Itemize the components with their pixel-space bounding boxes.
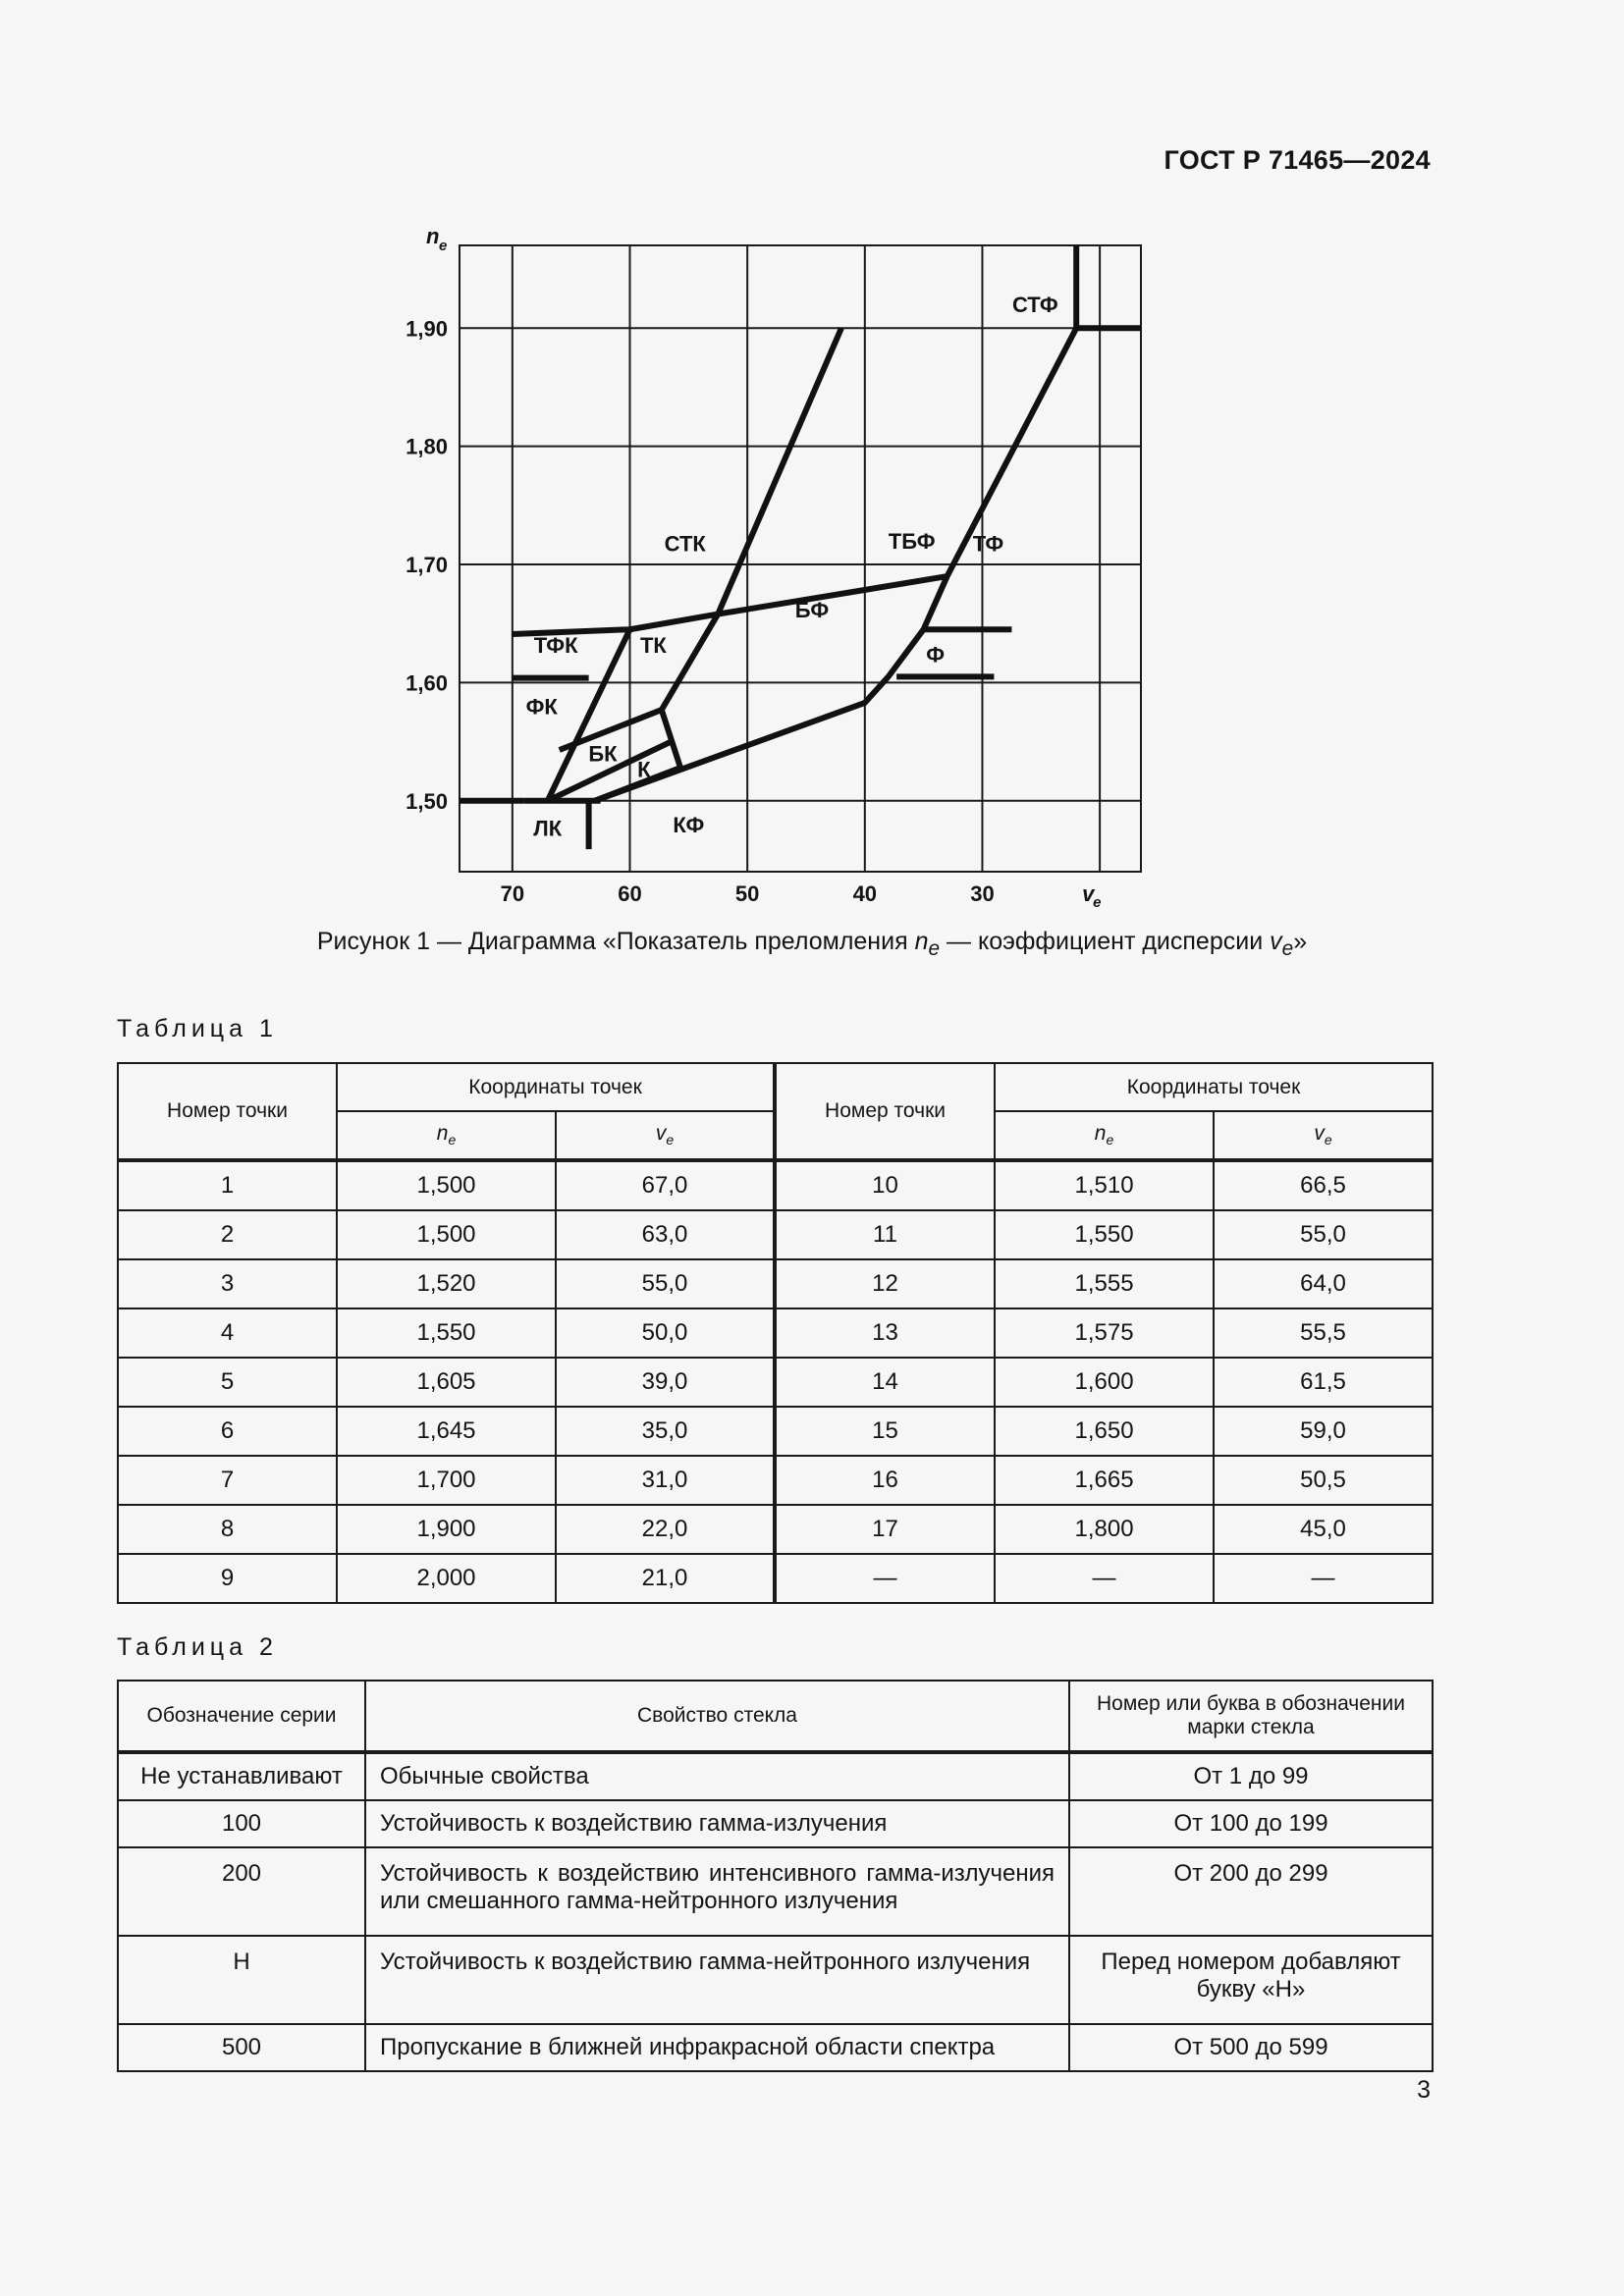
x-axis-label: v	[1082, 881, 1095, 906]
table-cell: 14	[775, 1358, 995, 1407]
table-row	[118, 1358, 1433, 1407]
table-cell: 17	[775, 1505, 995, 1554]
region-boundary	[1076, 245, 1141, 328]
table-cell: 1,645	[337, 1407, 556, 1456]
figure-caption: Рисунок 1 — Диаграмма «Показатель преломления $n_e$ — коэффициент дисперсии $v_e$»	[316, 928, 1308, 960]
table-cell: 16	[775, 1456, 995, 1505]
y-axis-label: n	[426, 224, 440, 248]
y-tick-label: 1,90	[406, 316, 448, 342]
points-table	[117, 1062, 1434, 1604]
y-tick-label: 1,70	[406, 553, 448, 578]
table-cell: Пропускание в ближней инфракрасной области спектра	[365, 2024, 1069, 2071]
col-series-header: Обозначение серии	[118, 1681, 365, 1752]
region-label: БК	[588, 741, 618, 767]
col-mark-header: Номер или буква в обозначении марки стекла	[1069, 1681, 1433, 1752]
table-cell: 55,0	[1214, 1210, 1433, 1259]
region-label: БФ	[794, 597, 830, 622]
table-cell: 59,0	[1214, 1407, 1433, 1456]
table-cell: 100	[118, 1800, 365, 1847]
sub-n-header: $n_e$	[337, 1111, 556, 1160]
x-tick-label: 60	[618, 881, 642, 906]
x-tick-label: 30	[970, 881, 995, 906]
table-cell: 61,5	[1214, 1358, 1433, 1407]
table-cell: 1	[118, 1160, 337, 1210]
table-cell: 1,800	[995, 1505, 1214, 1554]
table-cell: 500	[118, 2024, 365, 2071]
x-tick-label: 50	[734, 881, 760, 906]
table-cell: 1,510	[995, 1160, 1214, 1210]
table-cell: 1,650	[995, 1407, 1214, 1456]
table-cell: 66,5	[1214, 1160, 1433, 1210]
y-tick-label: 1,50	[406, 788, 448, 814]
table-cell: Устойчивость к воздействию интенсивного гамма-излучения или смешанного гамма-нейтронного излучения	[365, 1847, 1069, 1936]
table-cell: 1,900	[337, 1505, 556, 1554]
refraction-dispersion-diagram	[393, 216, 1178, 923]
table-cell: Не устанавливают	[118, 1752, 365, 1800]
table-cell: 1,555	[995, 1259, 1214, 1308]
region-label: ЛК	[533, 816, 563, 841]
col-property-header: Свойство стекла	[365, 1681, 1069, 1752]
table-row	[118, 1936, 1433, 2024]
x-axis-sub: e	[1093, 894, 1102, 911]
table-cell: —	[775, 1554, 995, 1603]
document-header: ГОСТ Р 71465—2024	[1164, 145, 1431, 175]
table-cell: —	[1214, 1554, 1433, 1603]
table-cell: От 200 до 299	[1069, 1847, 1433, 1936]
table-row	[118, 1407, 1433, 1456]
table-cell: Устойчивость к воздействию гамма-излучения	[365, 1800, 1069, 1847]
table-cell: 64,0	[1214, 1259, 1433, 1308]
table-row	[118, 1456, 1433, 1505]
table-cell: 50,5	[1214, 1456, 1433, 1505]
table-cell: 2	[118, 1210, 337, 1259]
y-axis-sub: e	[439, 238, 448, 254]
region-label: КФ	[673, 812, 705, 837]
table-cell: 50,0	[556, 1308, 775, 1358]
col-coords-header-2: Координаты точек	[995, 1063, 1433, 1111]
table-cell: Н	[118, 1936, 365, 2024]
table-cell: 10	[775, 1160, 995, 1210]
region-label: ТФ	[972, 531, 1004, 557]
table-cell: 7	[118, 1456, 337, 1505]
table-cell: От 1 до 99	[1069, 1752, 1433, 1800]
sub-v-header: $v_e$	[556, 1111, 775, 1160]
table-row	[118, 2024, 1433, 2071]
table-row	[118, 1308, 1433, 1358]
table-cell: 35,0	[556, 1407, 775, 1456]
table-row	[118, 1847, 1433, 1936]
table-row	[118, 1554, 1433, 1603]
table-row	[118, 1752, 1433, 1800]
table-row	[118, 1505, 1433, 1554]
table-cell: 1,550	[995, 1210, 1214, 1259]
table-cell: 31,0	[556, 1456, 775, 1505]
region-label: СТФ	[1011, 293, 1058, 318]
sub-v-header-2: $v_e$	[1214, 1111, 1433, 1160]
table-cell: 12	[775, 1259, 995, 1308]
region-label: ТБФ	[888, 528, 936, 554]
region-label: ТФК	[533, 632, 578, 658]
table-row	[118, 1800, 1433, 1847]
table-cell: 8	[118, 1505, 337, 1554]
page-number: 3	[1417, 2076, 1431, 2104]
table-cell: 1,500	[337, 1160, 556, 1210]
col-point-header: Номер точки	[118, 1063, 337, 1160]
table-cell: 45,0	[1214, 1505, 1433, 1554]
table-cell: Устойчивость к воздействию гамма-нейтронного излучения	[365, 1936, 1069, 2024]
sub-n-header-2: $n_e$	[995, 1111, 1214, 1160]
table-cell: 1,605	[337, 1358, 556, 1407]
table-cell: 1,550	[337, 1308, 556, 1358]
table-cell: 1,500	[337, 1210, 556, 1259]
table-cell: 9	[118, 1554, 337, 1603]
table2-title: Таблица 2	[117, 1633, 278, 1661]
table-cell: 1,520	[337, 1259, 556, 1308]
table-cell: Обычные свойства	[365, 1752, 1069, 1800]
region-label: ТК	[639, 632, 667, 658]
table-row	[118, 1210, 1433, 1259]
table-cell: 11	[775, 1210, 995, 1259]
x-tick-label: 70	[500, 881, 525, 906]
col-point-header-2: Номер точки	[775, 1063, 995, 1160]
table-cell: 2,000	[337, 1554, 556, 1603]
table1-title: Таблица 1	[117, 1015, 278, 1042]
table-row	[118, 1160, 1433, 1210]
table-cell: 1,600	[995, 1358, 1214, 1407]
table-cell: 1,575	[995, 1308, 1214, 1358]
x-tick-label: 40	[852, 881, 878, 906]
table-cell: 4	[118, 1308, 337, 1358]
table-cell: 1,700	[337, 1456, 556, 1505]
table-cell: 67,0	[556, 1160, 775, 1210]
y-tick-label: 1,60	[406, 670, 448, 696]
table-cell: —	[995, 1554, 1214, 1603]
table-cell: 63,0	[556, 1210, 775, 1259]
table-cell: 3	[118, 1259, 337, 1308]
table-row	[118, 1259, 1433, 1308]
region-label: СТК	[664, 531, 706, 557]
table-cell: Перед номером добавляют букву «Н»	[1069, 1936, 1433, 2024]
table-cell: 6	[118, 1407, 337, 1456]
table-cell: 5	[118, 1358, 337, 1407]
table-cell: От 100 до 199	[1069, 1800, 1433, 1847]
table-cell: 13	[775, 1308, 995, 1358]
table-cell: 15	[775, 1407, 995, 1456]
table-cell: 22,0	[556, 1505, 775, 1554]
y-tick-label: 1,80	[406, 434, 448, 459]
table-cell: 39,0	[556, 1358, 775, 1407]
series-table	[117, 1680, 1434, 2072]
region-boundary	[662, 328, 841, 710]
table-cell: 55,0	[556, 1259, 775, 1308]
table-cell: 55,5	[1214, 1308, 1433, 1358]
region-label: ФК	[525, 694, 558, 720]
col-coords-header: Координаты точек	[337, 1063, 775, 1111]
region-label: Ф	[926, 642, 945, 667]
table-cell: От 500 до 599	[1069, 2024, 1433, 2071]
table-cell: 1,665	[995, 1456, 1214, 1505]
region-label: К	[637, 757, 651, 782]
table-cell: 21,0	[556, 1554, 775, 1603]
table-cell: 200	[118, 1847, 365, 1936]
